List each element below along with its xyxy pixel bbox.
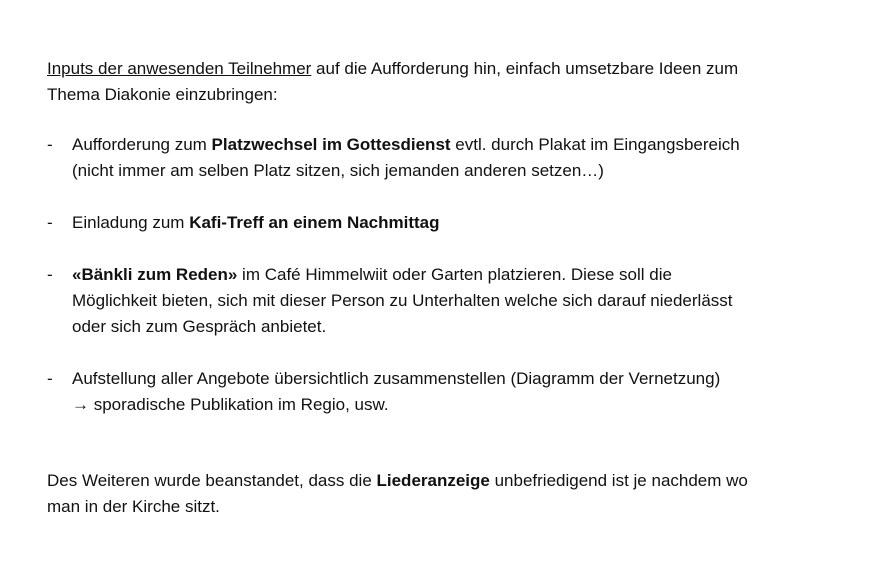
intro-paragraph: [47, 56, 867, 108]
list-dash: -: [47, 213, 53, 232]
outro-line2-text: man in der Kirche sitzt.: [47, 497, 220, 516]
outro-bold-text: Liederanzeige: [376, 471, 490, 490]
intro-text-line1: auf die Aufforderung hin, einfach umsetzbare Ideen zum: [311, 59, 739, 78]
outro-pre-text: Des Weiteren wurde beanstandet, dass die: [47, 471, 377, 490]
list-item-text: [72, 210, 862, 236]
item-post-text: evtl. durch Plakat im Eingangsbereich: [450, 135, 740, 154]
item-pre-text: Einladung zum: [72, 213, 190, 232]
item-pre-text: Aufforderung zum: [72, 135, 212, 154]
arrow-right-icon: →: [72, 395, 89, 414]
list-item-text: [72, 262, 862, 340]
item-post-text: im Café Himmelwiit oder Garten platzieren. Diese soll die: [237, 265, 672, 284]
item-line1-text: Aufstellung aller Angebote übersichtlich zusammenstellen (Diagramm der Vernetzung): [72, 369, 721, 388]
item-line2-text: Möglichkeit bieten, sich mit dieser Person zu Unterhalten welche sich darauf niederlässt: [72, 291, 733, 310]
list-dash: -: [47, 369, 53, 388]
intro-text-line2: Thema Diakonie einzubringen:: [47, 85, 278, 104]
item-bold-text: «Bänkli zum Reden»: [72, 265, 238, 284]
outro-paragraph: [47, 468, 867, 520]
item-line2-text: sporadische Publikation im Regio, usw.: [89, 395, 389, 414]
item-bold-text: Kafi-Treff an einem Nachmittag: [189, 213, 440, 232]
item-line2-text: (nicht immer am selben Platz sitzen, sich jemanden anderen setzen…): [72, 161, 604, 180]
list-dash: -: [47, 135, 53, 154]
intro-underlined-text: Inputs der anwesenden Teilnehmer: [47, 59, 312, 78]
outro-post-text: unbefriedigend ist je nachdem wo: [489, 471, 748, 490]
list-item-text: [72, 366, 862, 418]
item-bold-text: Platzwechsel im Gottesdienst: [211, 135, 451, 154]
list-dash: -: [47, 265, 53, 284]
list-item-text: [72, 132, 862, 184]
item-line3-text: oder sich zum Gespräch anbietet.: [72, 317, 327, 336]
